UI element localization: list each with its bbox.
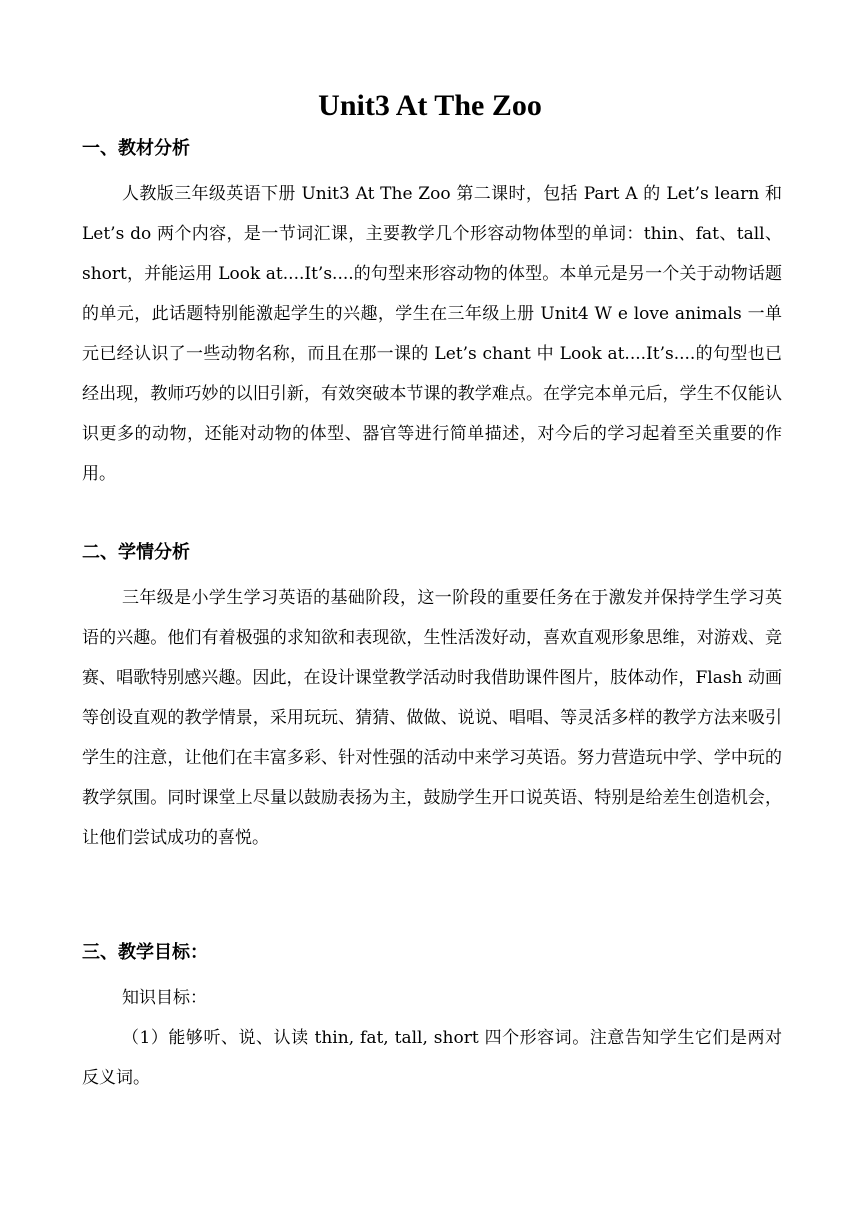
section-heading-textbook-analysis: 一、教材分析 (82, 138, 190, 159)
section-heading-student-analysis: 二、学情分析 (82, 542, 190, 563)
section-paragraph-textbook-analysis: 人教版三年级英语下册 Unit3 At The Zoo 第二课时，包括 Part A 的 Let’s learn 和 Let’s do 两个内容，是一节词汇课，主要教学几个形容动物体型的单词：thin、fat、tall、short，并能运用 Look at....It’s....的句型来形容动物的体型。本单元是另一个关于动物话题的单元，此话题特别能激起学生的兴趣，学生在三年级上册 Unit4 W e love animals 一单元已经认识了一些动物名称，而且在那一课的 Let’s chant 中 Look at....It’s....的句型也已经出现，教师巧妙的以旧引新，有效突破本节课的教学难点。在学完本单元后，学生不仅能认识更多的动物，还能对动物的体型、器官等进行简单描述，对今后的学习起着至关重要的作用。 (82, 184, 782, 484)
objective-subheading-knowledge: 知识目标： (122, 988, 207, 1008)
objective-item-1: （1）能够听、说、认读 thin, fat, tall, short 四个形容词。注意告知学生它们是两对反义词。 (82, 1028, 782, 1088)
section-paragraph-student-analysis: 三年级是小学生学习英语的基础阶段，这一阶段的重要任务在于激发并保持学生学习英语的兴趣。他们有着极强的求知欲和表现欲，生性活泼好动，喜欢直观形象思维，对游戏、竞赛、唱歌特别感兴趣。因此，在设计课堂教学活动时我借助课件图片，肢体动作，Flash 动画等创设直观的教学情景，采用玩玩、猜猜、做做、说说、唱唱、等灵活多样的教学方法来吸引学生的注意，让他们在丰富多彩、针对性强的活动中来学习英语。努力营造玩中学、学中玩的教学氛围。同时课堂上尽量以鼓励表扬为主，鼓励学生开口说英语、特别是给差生创造机会，让他们尝试成功的喜悦。 (82, 588, 782, 848)
document-title: Unit3 At The Zoo (318, 89, 542, 122)
section-heading-teaching-objectives: 三、教学目标： (82, 942, 208, 963)
